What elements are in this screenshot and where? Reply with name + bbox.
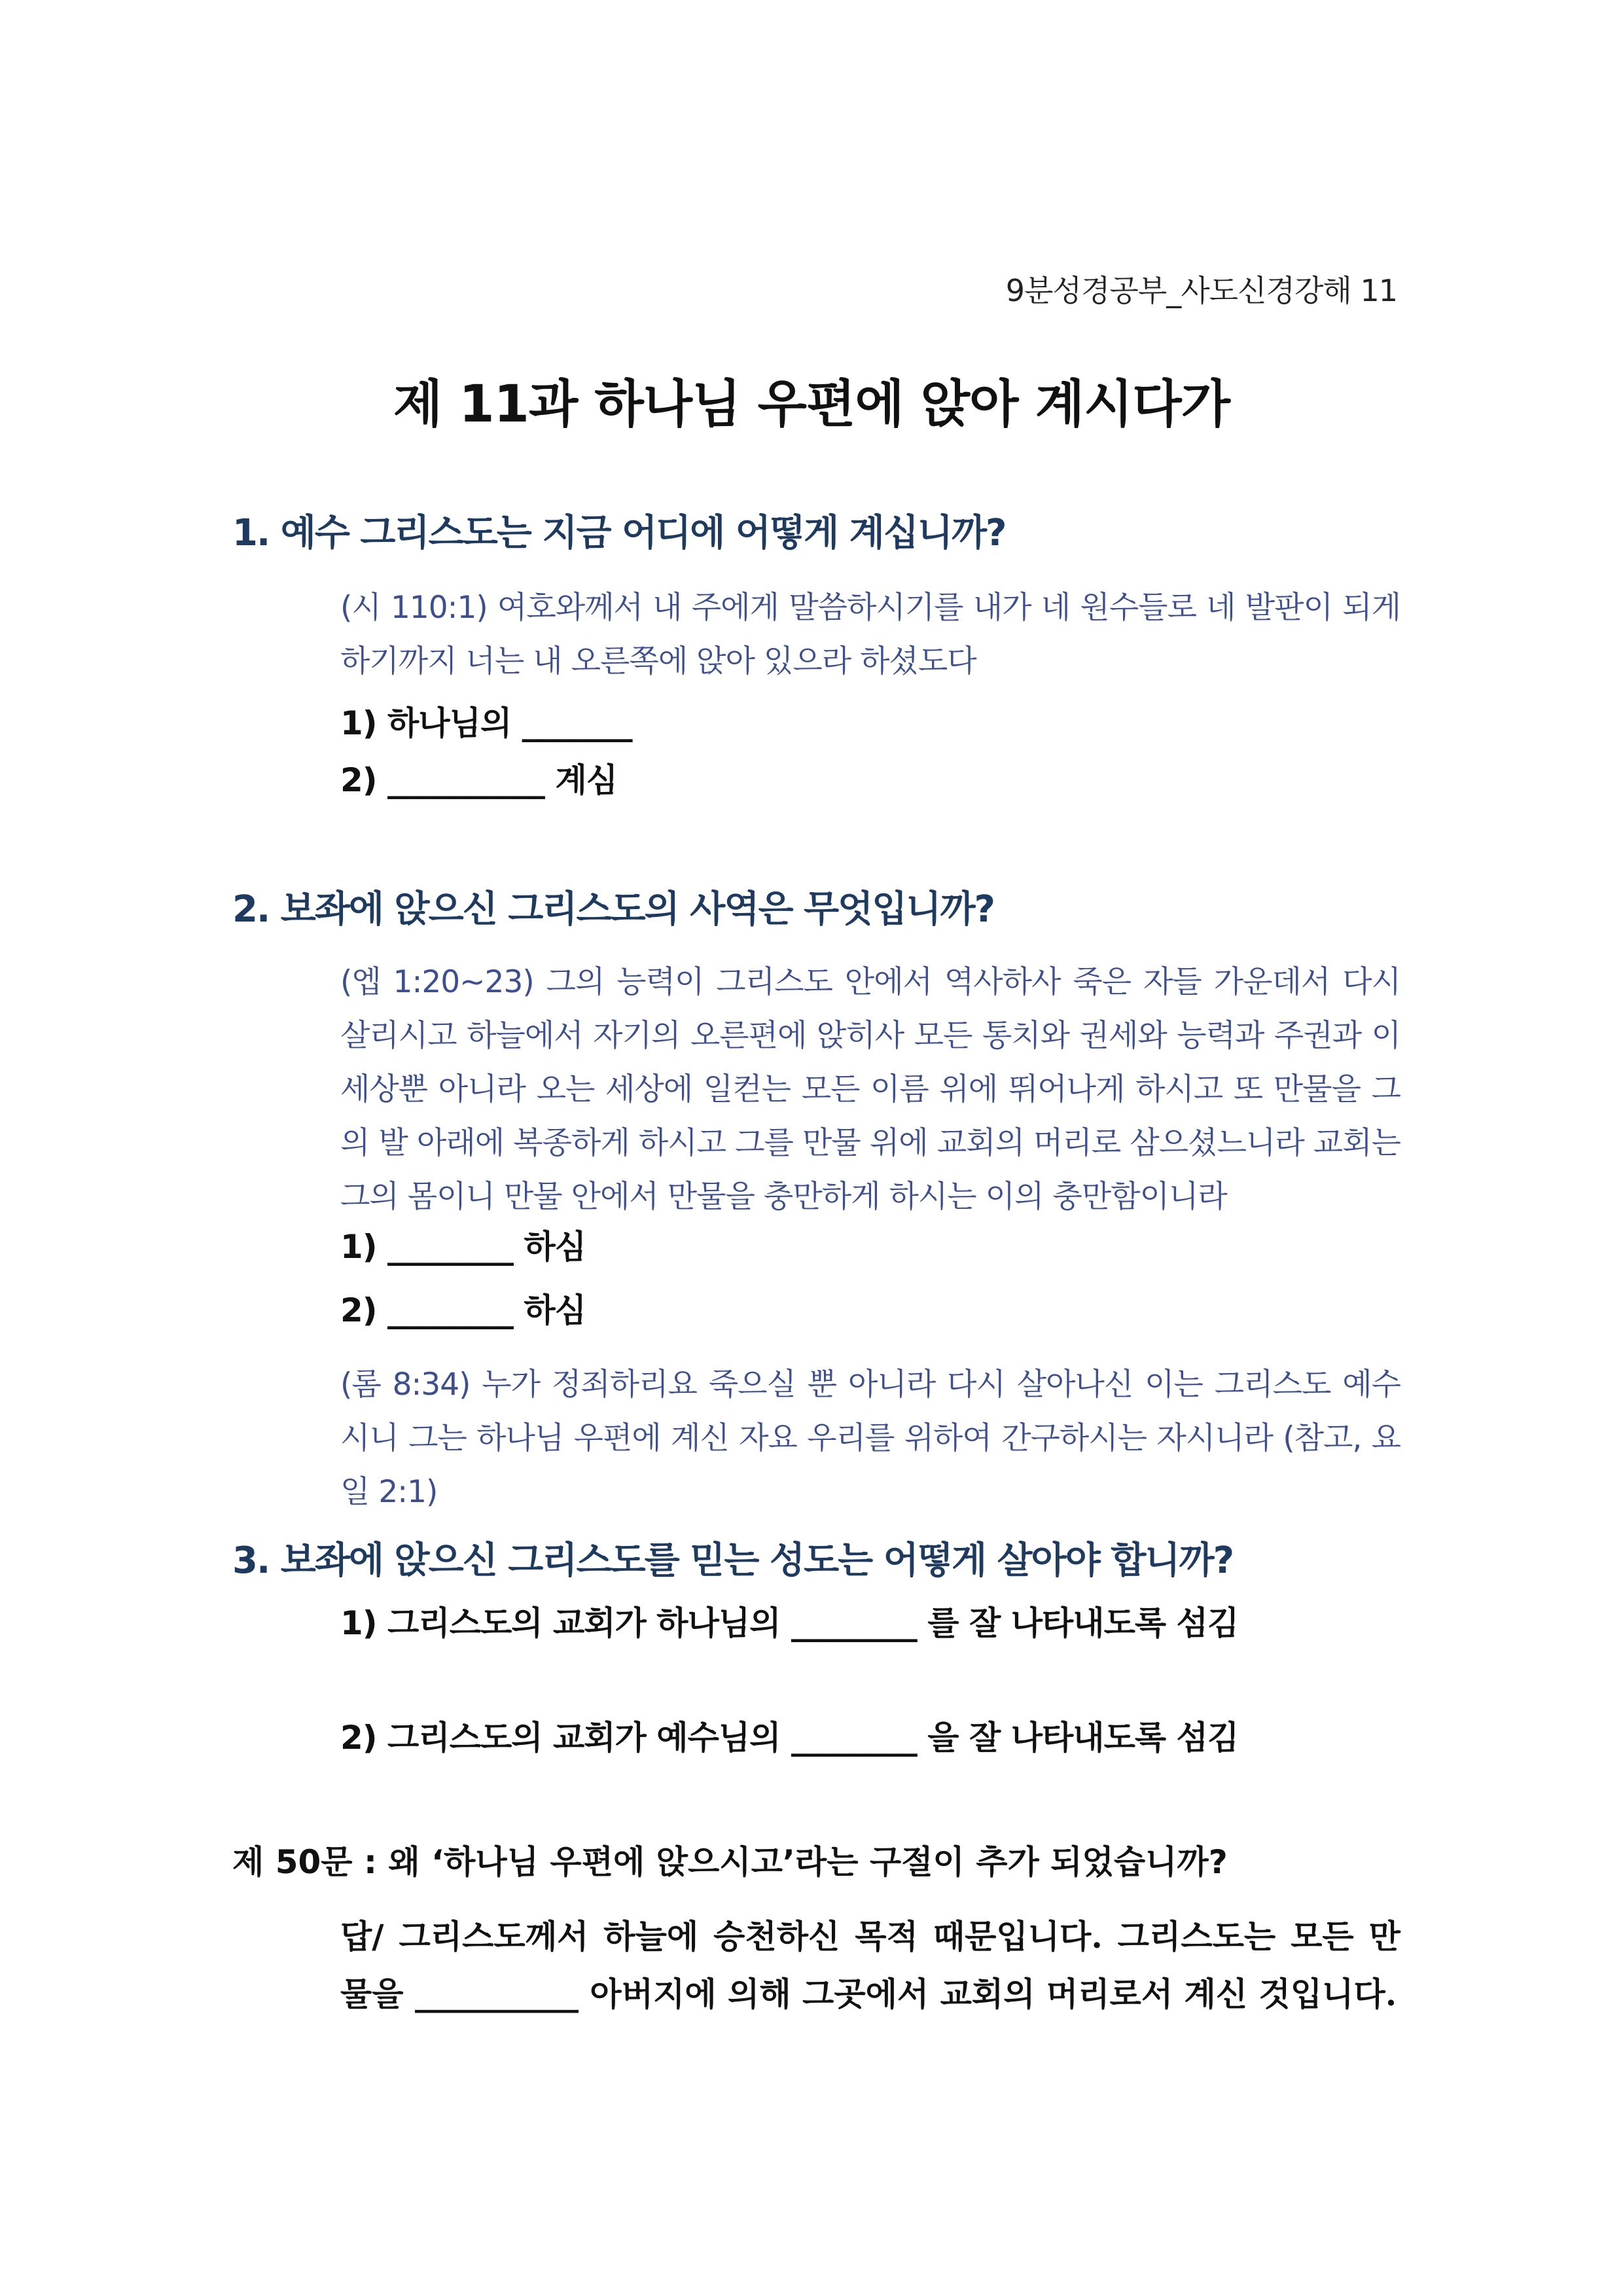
question-1-heading: 1. 예수 그리스도는 지금 어디에 어떻게 계십니까? <box>232 512 1006 554</box>
question-2-heading: 2. 보좌에 앉으신 그리스도의 사역은 무엇입니까? <box>232 888 995 931</box>
catechism-question: 제 50문 : 왜 ‘하나님 우편에 앉으시고’라는 구절이 추가 되었습니까? <box>232 1843 1228 1881</box>
lesson-title: 제 11과 하나님 우편에 앉아 계시다가 <box>393 375 1230 434</box>
question-1-answer-2: 2) __________ 계심 <box>340 761 618 799</box>
question-2-answer-1: 1) ________ 하심 <box>340 1228 586 1266</box>
question-3-heading: 3. 보좌에 앉으신 그리스도를 믿는 성도는 어떻게 살아야 합니까? <box>232 1539 1234 1582</box>
question-2-verse-2: (롬 8:34) 누가 정죄하리요 죽으실 뿐 아니라 다시 살아나신 이는 그리스도 예수시니 그는 하나님 우편에 계신 자요 우리를 위하여 간구하시는 자시니라 (참고, 요일 2:1) <box>340 1367 1400 1510</box>
catechism-answer: 답/ 그리스도께서 하늘에 승천하신 목적 때문입니다. 그리스도는 모든 만물을 __________ 아버지에 의해 그곳에서 교회의 머리로서 계신 것입니다. <box>340 1917 1400 2013</box>
question-2-verse: (엡 1:20~23) 그의 능력이 그리스도 안에서 역사하사 죽은 자들 가운데서 다시 살리시고 하늘에서 자기의 오른편에 앉히사 모든 통치와 권세와 능력과 주권과 이 세상뿐 아니라 오는 세상에 일컫는 모든 이름 위에 뛰어나게 하시고 또 만물을 그의 발 아래에 복종하게 하시고 그를 만물 위에 교회의 머리로 삼으셨느니라 교회는 그의 몸이니 만물 안에서 만물을 충만하게 하시는 이의 충만함이니라 <box>340 964 1400 1215</box>
question-3-answer-2: 2) 그리스도의 교회가 예수님의 ________ 을 잘 나타내도록 섬김 <box>340 1719 1239 1757</box>
question-3-answer-1: 1) 그리스도의 교회가 하나님의 ________ 를 잘 나타내도록 섬김 <box>340 1604 1239 1642</box>
question-1-answer-1: 1) 하나님의 _______ <box>340 704 632 742</box>
question-2-answer-2: 2) ________ 하심 <box>340 1291 586 1329</box>
series-tag: 9분성경공부_사도신경강해 11 <box>1005 273 1397 308</box>
question-1-verse: (시 110:1) 여호와께서 내 주에게 말씀하시기를 내가 네 원수들로 네 발판이 되게 하기까지 너는 내 오른쪽에 앉아 있으라 하셨도다 <box>340 590 1400 679</box>
